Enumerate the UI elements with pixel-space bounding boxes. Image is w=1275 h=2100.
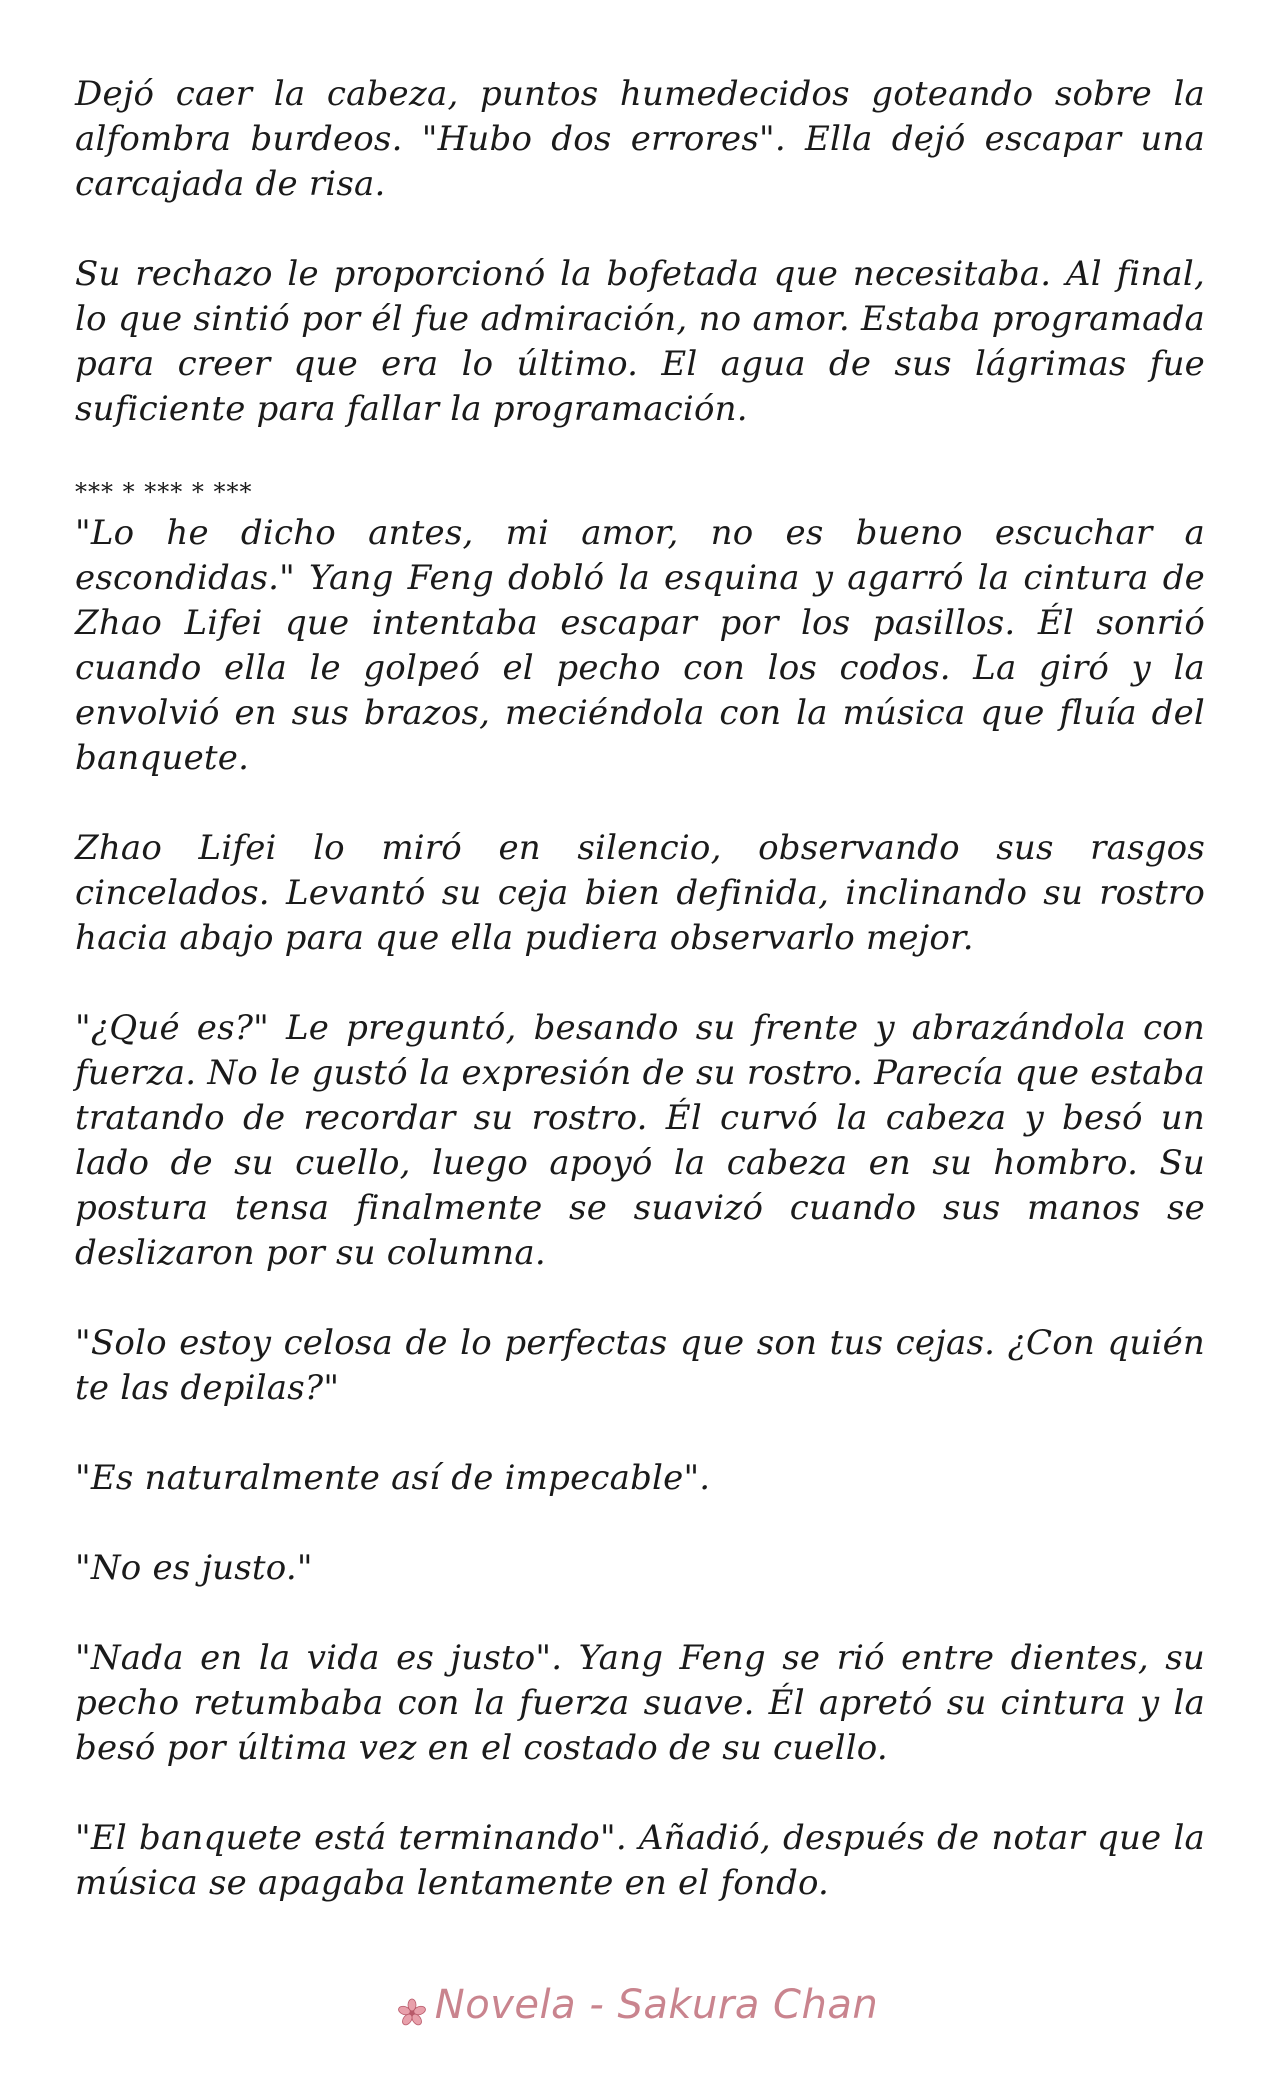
paragraph-2: Su rechazo le proporcionó la bofetada que necesitaba. Al final, lo que sintió por él fue admiración, no amor. Estaba programada para creer que era lo último. El agua de sus lágrimas fue suficiente para fallar la programación. [75, 254, 1205, 429]
watermark-text: Novela - Sakura Chan [434, 1982, 879, 2028]
paragraph-8: "No es justo." [75, 1548, 313, 1588]
scene-separator: *** * *** * *** [75, 478, 253, 506]
paragraph-5: "¿Qué es?" Le preguntó, besando su frente y abrazándola con fuerza. No le gustó la expresión de su rostro. Parecía que estaba tratando de recordar su rostro. Él curvó la cabeza y besó un lado de su cuello, luego apoyó la cabeza en su hombro. Su postura tensa finalmente se suavizó cuando sus manos se deslizaron por su columna. [75, 1008, 1205, 1273]
paragraph-1: Dejó caer la cabeza, puntos humedecidos goteando sobre la alfombra burdeos. "Hubo dos errores". Ella dejó escapar una carcajada de risa. [75, 74, 1205, 204]
paragraph-9: "Nada en la vida es justo". Yang Feng se rió entre dientes, su pecho retumbaba con la fuerza suave. Él apretó su cintura y la besó por última vez en el costado de su cuello. [75, 1638, 1205, 1768]
watermark [0, 1982, 1275, 2028]
paragraph-3: "Lo he dicho antes, mi amor, no es bueno escuchar a escondidas." Yang Feng dobló la esquina y agarró la cintura de Zhao Lifei que intentaba escapar por los pasillos. Él sonrió cuando ella le golpeó el pecho con los codos. La giró y la envolvió en sus brazos, meciéndola con la música que fluía del banquete. [75, 513, 1205, 778]
paragraph-7: "Es naturalmente así de impecable". [75, 1458, 711, 1498]
paragraph-10: "El banquete está terminando". Añadió, después de notar que la música se apagaba lentamente en el fondo. [75, 1818, 1205, 1903]
sakura-flower-icon [397, 1992, 427, 2022]
paragraph-4: Zhao Lifei lo miró en silencio, observando sus rasgos cincelados. Levantó su ceja bien definida, inclinando su rostro hacia abajo para que ella pudiera observarlo mejor. [75, 828, 1205, 958]
paragraph-6: "Solo estoy celosa de lo perfectas que son tus cejas. ¿Con quién te las depilas?" [75, 1323, 1205, 1408]
document-page [75, 72, 1205, 1951]
